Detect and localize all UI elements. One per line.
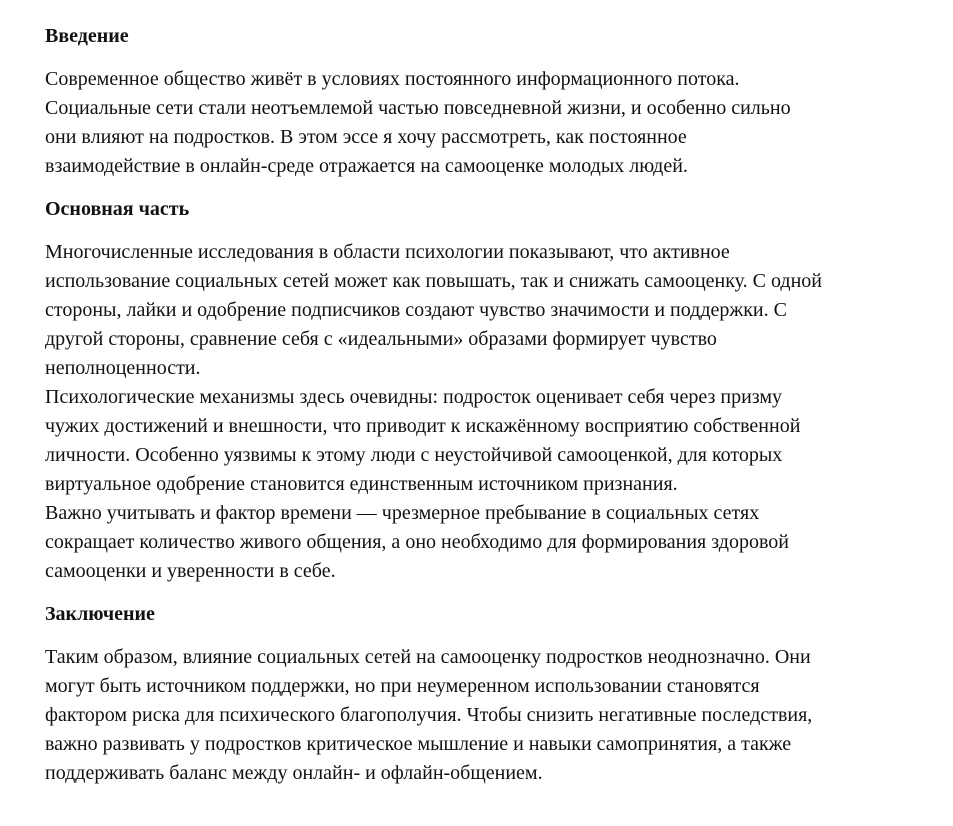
text-line: использование социальных сетей может как повышать, так и снижать самооценку. С одной — [45, 270, 823, 292]
text-line: Многочисленные исследования в области психологии показывают, что активное — [45, 241, 730, 263]
text-line: стороны, лайки и одобрение подписчиков создают чувство значимости и поддержки. С — [45, 299, 787, 321]
text-line: могут быть источником поддержки, но при неумеренном использовании становятся — [45, 675, 760, 697]
text-line: важно развивать у подростков критическое мышление и навыки самопринятия, а также — [45, 733, 792, 755]
text-line: Таким образом, влияние социальных сетей на самооценку подростков неоднозначно. Они — [45, 646, 811, 668]
text-line: виртуальное одобрение становится единственным источником признания. — [45, 473, 678, 495]
heading-main-part: Основная часть — [45, 198, 190, 220]
text-line: Социальные сети стали неотъемлемой частью повседневной жизни, и особенно сильно — [45, 97, 791, 119]
introduction-paragraph — [45, 65, 953, 181]
text-line: Психологические механизмы здесь очевидны: подросток оценивает себя через призму — [45, 386, 783, 408]
conclusion-paragraph — [45, 643, 953, 788]
text-line: Важно учитывать и фактор времени — чрезмерное пребывание в социальных сетях — [45, 502, 760, 524]
text-line: неполноценности. — [45, 357, 201, 379]
text-line: личности. Особенно уязвимы к этому люди с неустойчивой самооценкой, для которых — [45, 444, 783, 466]
text-line: поддерживать баланс между онлайн- и офлайн-общением. — [45, 762, 543, 784]
text-line: самооценки и уверенности в себе. — [45, 560, 336, 582]
text-line: они влияют на подростков. В этом эссе я хочу рассмотреть, как постоянное — [45, 126, 687, 148]
text-line: фактором риска для психического благополучия. Чтобы снизить негативные последствия, — [45, 704, 813, 726]
main-part-paragraph — [45, 238, 953, 586]
text-line: взаимодействие в онлайн-среде отражается на самооценке молодых людей. — [45, 155, 688, 177]
heading-introduction: Введение — [45, 25, 129, 47]
text-line: сокращает количество живого общения, а оно необходимо для формирования здоровой — [45, 531, 789, 553]
heading-conclusion: Заключение — [45, 603, 155, 625]
text-line: Современное общество живёт в условиях постоянного информационного потока. — [45, 68, 740, 90]
text-line: чужих достижений и внешности, что приводит к искажённому восприятию собственной — [45, 415, 801, 437]
text-line: другой стороны, сравнение себя с «идеальными» образами формирует чувство — [45, 328, 717, 350]
